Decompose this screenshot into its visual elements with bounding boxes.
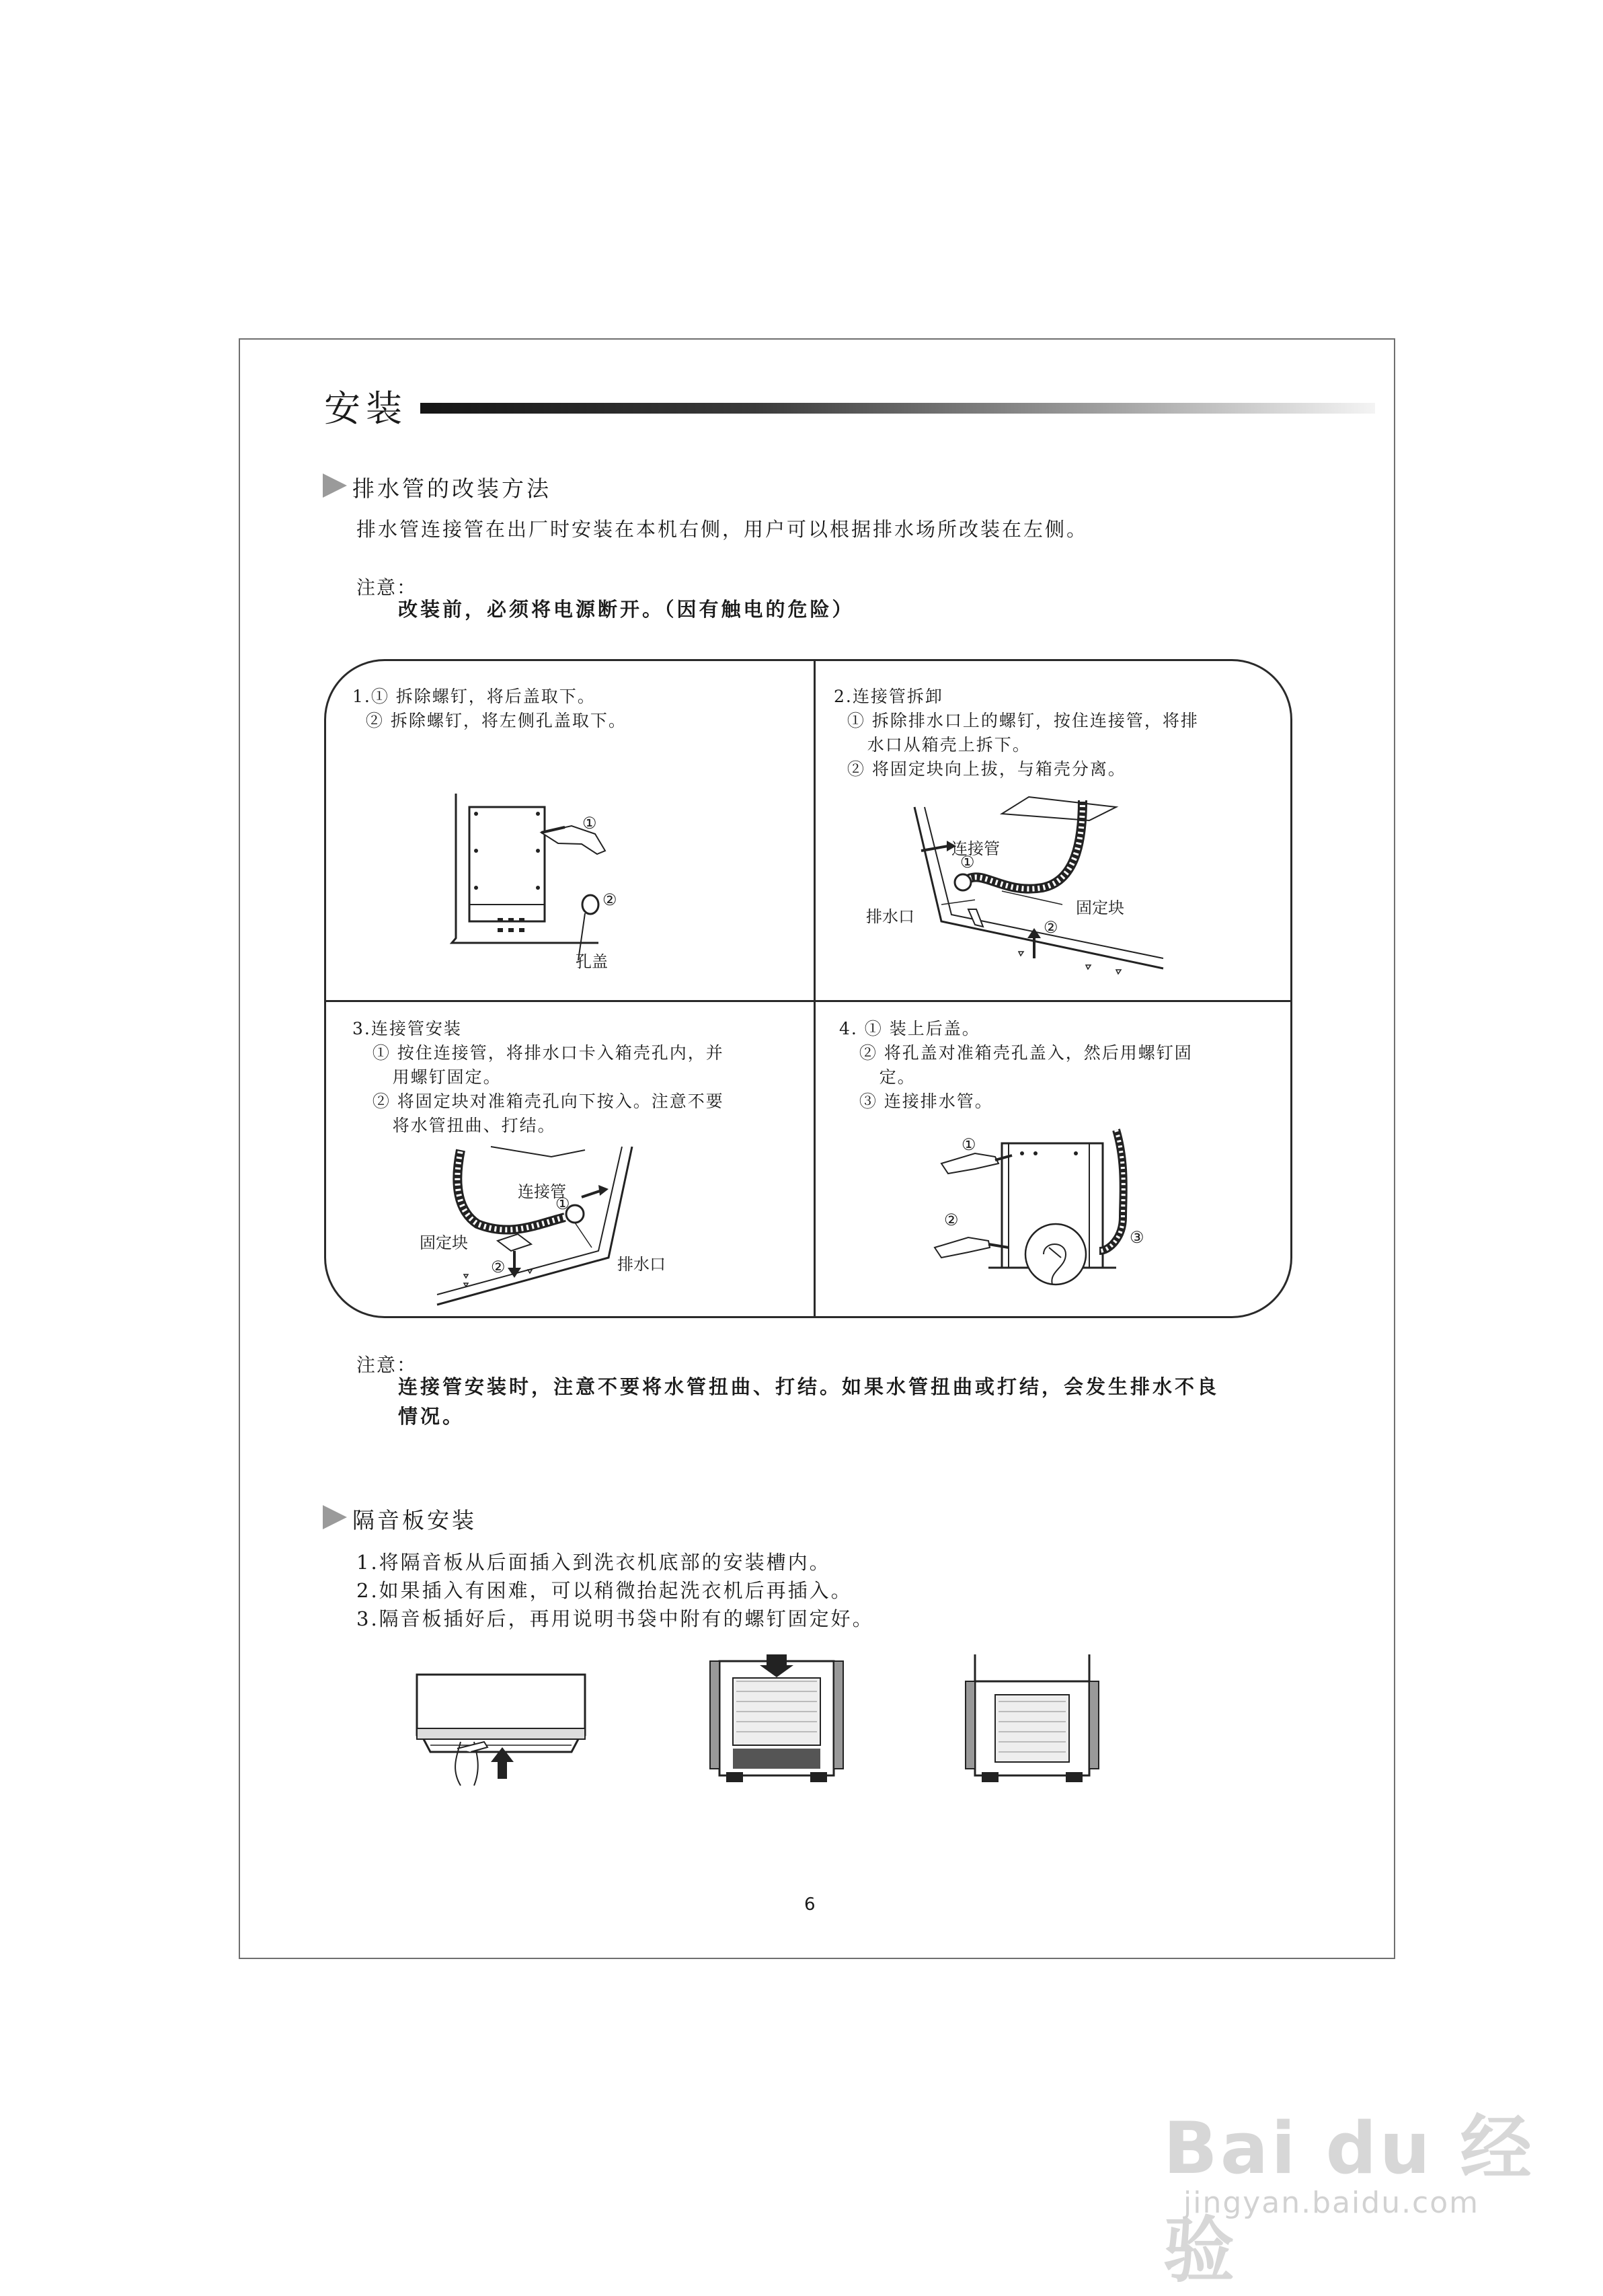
panel-2-line: 水口从箱壳上拆下。 (834, 735, 1031, 755)
section-arrow-icon (323, 1505, 347, 1529)
panel-2-line: ① 拆除排水口上的螺钉，按住连接管，将排 (834, 711, 1199, 730)
panel-3-label-fixing-block: 固定块 (420, 1233, 468, 1252)
page-title: 安装 (324, 387, 407, 430)
soundproof-step: 2.如果插入有困难，可以稍微抬起洗衣机后再插入。 (356, 1579, 853, 1602)
panel-2-label-1: ① (960, 853, 975, 872)
panel-2-label-connector: 连接管 (951, 839, 1000, 858)
section-heading-drain-hose: 排水管的改装方法 (352, 475, 551, 502)
panel-1-label-1: ① (582, 814, 597, 833)
title-gradient-bar (420, 403, 1375, 414)
panel-4-steps (839, 1017, 1193, 1114)
panel-4-line: ② 将孔盖对准箱壳孔盖入，然后用螺钉固 (839, 1043, 1193, 1063)
panel-2-label-drain-outlet: 排水口 (866, 907, 914, 926)
panel-2-line: 2.连接管拆卸 (834, 687, 943, 706)
soundproof-step: 3.隔音板插好后，再用说明书袋中附有的螺钉固定好。 (356, 1607, 874, 1630)
panel-1-line: ② 拆除螺钉，将左侧孔盖取下。 (352, 711, 627, 730)
page-number: 6 (804, 1895, 816, 1915)
panel-4-label-3: ③ (1130, 1228, 1144, 1247)
section-heading-soundproof-board: 隔音板安装 (352, 1507, 477, 1533)
panel-3-line: 3.连接管安装 (352, 1019, 462, 1038)
panel-1-label-hole-cover: 孔盖 (576, 952, 608, 971)
soundproof-steps (356, 1548, 874, 1633)
panel-4-line: 4. ① 装上后盖。 (839, 1019, 980, 1038)
panel-3-line: ① 按住连接管，将排水口卡入箱壳孔内，并 (352, 1043, 724, 1063)
panel-2-line: ② 将固定块向上拔，与箱壳分离。 (834, 759, 1126, 779)
panel-divider-horizontal (324, 1000, 1292, 1002)
panel-3-label-1: ① (555, 1194, 570, 1213)
panel-3-label-drain-outlet: 排水口 (617, 1255, 666, 1274)
soundproof-step: 1.将隔音板从后面插入到洗衣机底部的安装槽内。 (356, 1551, 831, 1574)
soundproof-illustration-3 (962, 1654, 1109, 1789)
panel-2-steps (834, 685, 1199, 781)
soundproof-illustration-2 (706, 1654, 854, 1789)
panel-1-label-2: ② (602, 890, 617, 909)
note-2-line-2: 情况。 (398, 1405, 465, 1428)
panel-1-line: 1.① 拆除螺钉，将后盖取下。 (352, 687, 596, 706)
note-2-line-1: 连接管安装时，注意不要将水管扭曲、打结。如果水管扭曲或打结，会发生排水不良 (398, 1375, 1220, 1398)
section-arrow-icon (323, 473, 347, 498)
soundproof-illustration-1 (410, 1668, 598, 1789)
panel-4-line: 定。 (839, 1067, 916, 1087)
panel-2-label-fixing-block: 固定块 (1076, 898, 1124, 917)
panel-divider-vertical (814, 659, 816, 1318)
note-2-label: 注意： (356, 1354, 418, 1376)
panel-1-steps (352, 685, 627, 733)
note-label: 注意： (356, 576, 418, 599)
panel-3-line: ② 将固定块对准箱壳孔向下按入。注意不要 (352, 1092, 724, 1111)
panel-2-label-2: ② (1044, 918, 1058, 937)
section-intro: 排水管连接管在出厂时安装在本机右侧，用户可以根据排水场所改装在左侧。 (356, 518, 1089, 541)
baidu-watermark-logo: Bai du 经验 (1163, 2107, 1534, 2292)
panel-3-steps (352, 1017, 724, 1138)
panel-3-illustration (430, 1143, 659, 1311)
note-text: 改装前，必须将电源断开。（因有触电的危险） (398, 598, 855, 621)
panel-3-line: 用螺钉固定。 (352, 1067, 502, 1087)
panel-4-line: ③ 连接排水管。 (839, 1092, 993, 1111)
panel-4-label-1: ① (962, 1135, 976, 1154)
panel-3-label-2: ② (491, 1258, 506, 1276)
baidu-watermark-url: jingyan.baidu.com (1183, 2186, 1480, 2220)
panel-3-label-connector: 连接管 (518, 1182, 566, 1201)
panel-4-label-2: ② (944, 1211, 959, 1229)
panel-2-illustration (901, 794, 1170, 982)
panel-3-line: 将水管扭曲、打结。 (352, 1116, 556, 1135)
